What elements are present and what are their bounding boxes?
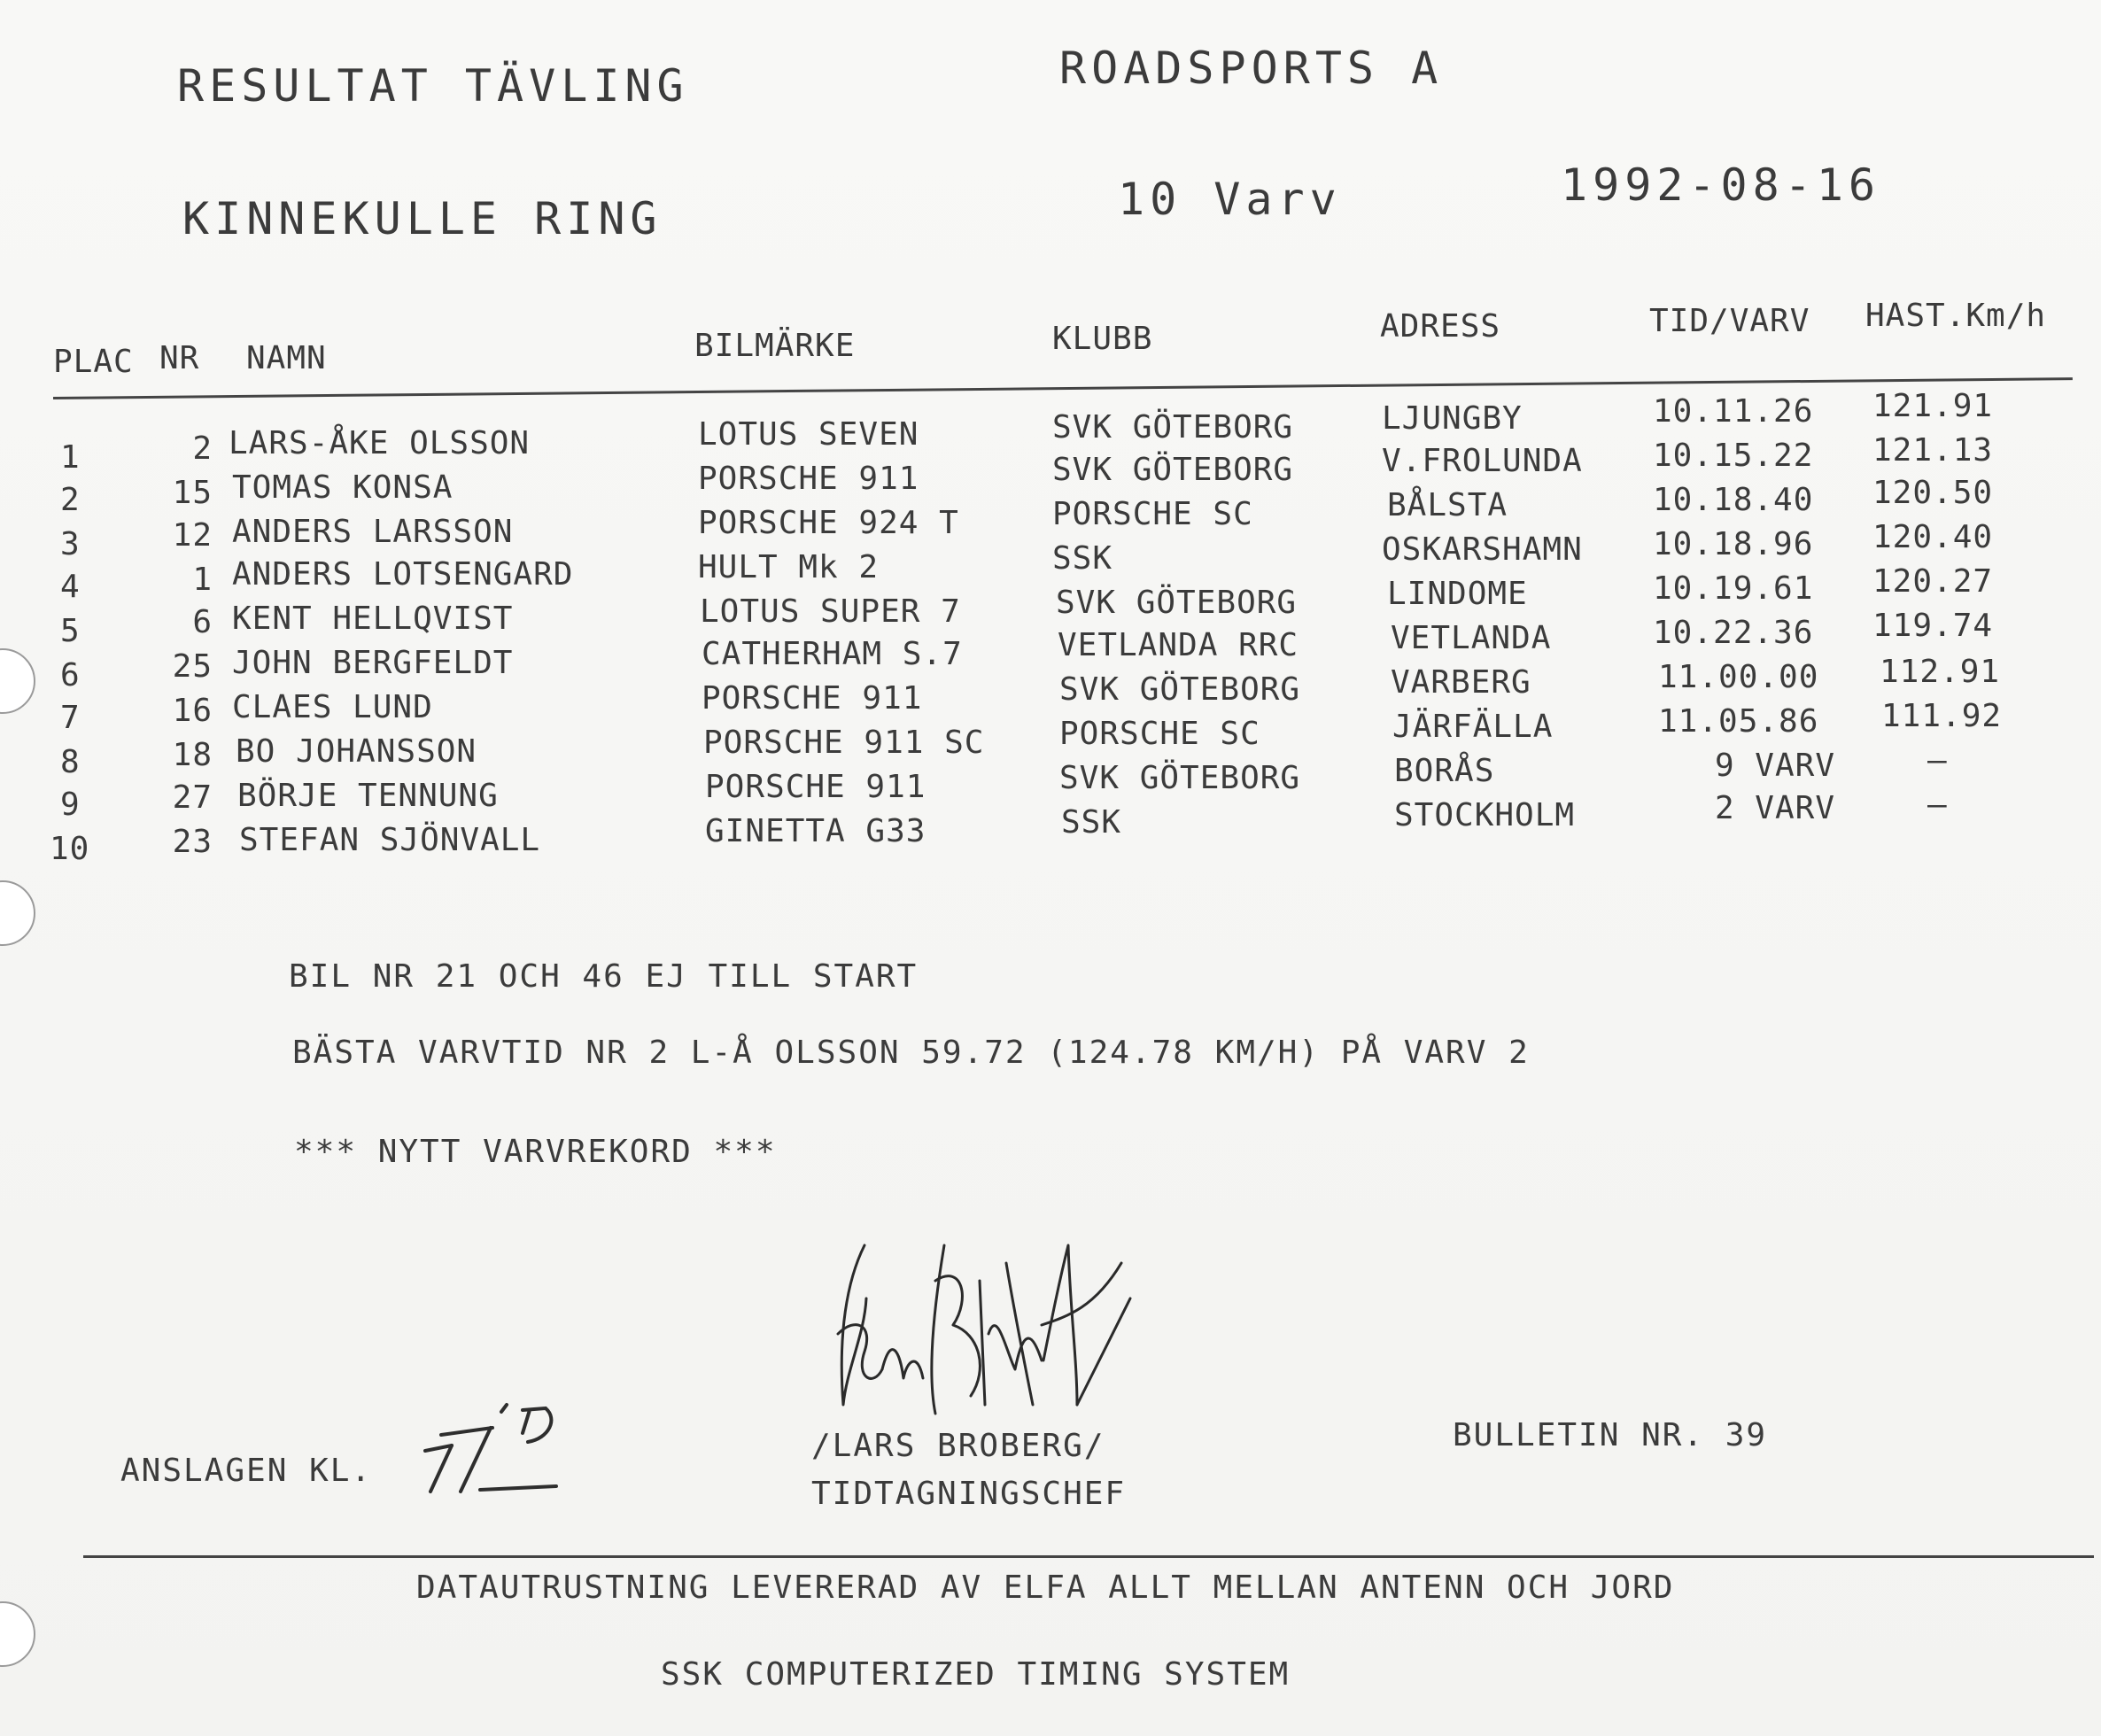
row-adress: V.FROLUNDA [1382,443,1583,479]
row-namn: CLAES LUND [232,689,433,725]
row-adress: VARBERG [1391,664,1531,701]
equipment-credit: DATAUTRUSTNING LEVERERAD AV ELFA ALLT MELLAN ANTENN OCH JORD [416,1569,1675,1606]
row-klubb: SSK [1061,804,1122,841]
row-klubb: VETLANDA RRC [1058,627,1299,663]
row-namn: ANDERS LOTSENGARD [232,556,574,593]
row-namn: STEFAN SJÖNVALL [239,822,541,858]
row-tid: 10.22.36 [1653,615,1814,651]
row-namn: BÖRJE TENNUNG [237,778,499,814]
row-nr: 25 [172,648,213,685]
posted-time-handwriting [416,1392,611,1499]
class-name: ROADSPORTS A [1059,43,1444,94]
row-hast: — [1927,742,1948,779]
footer-rule [83,1555,2094,1558]
row-klubb: SVK GÖTEBORG [1052,452,1294,488]
row-hast: 120.27 [1872,563,1994,600]
row-nr: 18 [172,737,213,773]
row-klubb: SVK GÖTEBORG [1056,585,1298,621]
row-hast: — [1927,787,1948,823]
row-bilmarke: PORSCHE 911 [702,680,923,717]
signer-name: /LARS BROBERG/ [811,1428,1105,1464]
row-hast: 111.92 [1881,698,2003,734]
row-klubb: PORSCHE SC [1059,716,1260,752]
row-tid: 10.18.40 [1653,482,1814,518]
row-bilmarke: GINETTA G33 [705,813,926,849]
timing-system: SSK COMPUTERIZED TIMING SYSTEM [661,1656,1291,1693]
race-date: 1992-08-16 [1561,159,1881,211]
row-bilmarke: PORSCHE 911 [705,769,926,805]
row-plac: 4 [60,569,81,605]
row-namn: LARS-ÅKE OLSSON [229,425,531,461]
row-plac: 9 [60,787,81,823]
punch-hole-middle [0,880,35,946]
row-tid: 10.19.61 [1653,570,1814,607]
track-name: KINNEKULLE RING [182,193,663,244]
row-namn: KENT HELLQVIST [232,601,514,637]
signer-title: TIDTAGNINGSCHEF [811,1476,1127,1512]
col-adress: ADRESS [1380,308,1501,345]
col-plac: PLAC [53,344,134,380]
col-nr: NR [159,340,200,376]
row-adress: LINDOME [1387,576,1528,612]
row-tid: 11.05.86 [1658,703,1819,740]
row-adress: VETLANDA [1391,620,1552,656]
lap-count: 10 Varv [1118,174,1342,225]
row-adress: BORÅS [1394,753,1495,789]
row-namn: JOHN BERGFELDT [232,645,514,681]
row-tid: 10.18.96 [1653,526,1814,562]
col-bilmarke: BILMÄRKE [694,328,856,364]
row-adress: BÅLSTA [1387,487,1508,523]
col-tid-varv: TID/VARV [1649,303,1810,339]
signature-handwriting [811,1228,1148,1440]
note-lap-record: *** NYTT VARVREKORD *** [294,1134,777,1170]
row-bilmarke: CATHERHAM S.7 [702,636,963,672]
row-tid: 2 VARV [1714,790,1835,826]
row-plac: 3 [60,526,81,562]
row-nr: 1 [192,562,213,598]
row-tid: 10.11.26 [1653,393,1814,430]
row-nr: 16 [172,693,213,729]
row-bilmarke: LOTUS SEVEN [698,416,919,453]
row-hast: 121.91 [1872,388,1994,424]
row-klubb: SVK GÖTEBORG [1059,760,1301,796]
row-nr: 12 [172,517,213,554]
col-hast: HAST.Km/h [1865,298,2047,334]
row-namn: TOMAS KONSA [232,469,454,506]
note-best-lap: BÄSTA VARVTID NR 2 L-Å OLSSON 59.72 (124.78 KM/H) PÅ VARV 2 [292,1035,1530,1071]
row-plac: 2 [60,482,81,518]
row-hast: 119.74 [1872,608,1994,644]
row-tid: 11.00.00 [1658,659,1819,695]
row-nr: 23 [172,824,213,860]
row-nr: 15 [172,475,213,511]
row-namn: ANDERS LARSSON [232,514,514,550]
row-plac: 1 [60,439,81,476]
row-tid: 9 VARV [1714,748,1835,784]
punch-hole-bottom [0,1601,35,1667]
col-namn: NAMN [246,340,327,376]
row-plac: 10 [50,831,90,867]
row-plac: 6 [60,657,81,694]
row-adress: OSKARSHAMN [1382,531,1583,568]
row-nr: 27 [172,779,213,816]
row-plac: 5 [60,613,81,649]
row-klubb: SVK GÖTEBORG [1052,409,1294,446]
row-bilmarke: LOTUS SUPER 7 [700,593,961,630]
row-adress: STOCKHOLM [1394,797,1576,833]
row-nr: 2 [192,430,213,467]
row-hast: 121.13 [1872,432,1994,469]
col-klubb: KLUBB [1052,321,1153,357]
note-not-started: BIL NR 21 OCH 46 EJ TILL START [289,958,919,995]
row-bilmarke: HULT Mk 2 [698,549,880,585]
bulletin-number: BULLETIN NR. 39 [1453,1417,1768,1453]
row-bilmarke: PORSCHE 911 SC [703,725,985,761]
row-klubb: SSK [1052,540,1113,577]
row-plac: 8 [60,744,81,780]
row-nr: 6 [192,604,213,640]
row-adress: LJUNGBY [1382,400,1523,437]
row-klubb: SVK GÖTEBORG [1059,671,1301,708]
punch-hole-top [0,648,35,714]
row-namn: BO JOHANSSON [236,733,477,770]
doc-title: RESULTAT TÄVLING [177,60,689,112]
row-hast: 120.40 [1872,519,1994,555]
row-plac: 7 [60,700,81,736]
row-bilmarke: PORSCHE 911 [698,461,919,497]
row-tid: 10.15.22 [1653,438,1814,474]
row-klubb: PORSCHE SC [1052,496,1253,532]
posted-label: ANSLAGEN KL. [120,1453,373,1489]
row-hast: 112.91 [1880,654,2001,690]
row-hast: 120.50 [1872,475,1994,511]
row-bilmarke: PORSCHE 924 T [698,505,959,541]
row-adress: JÄRFÄLLA [1392,709,1554,745]
